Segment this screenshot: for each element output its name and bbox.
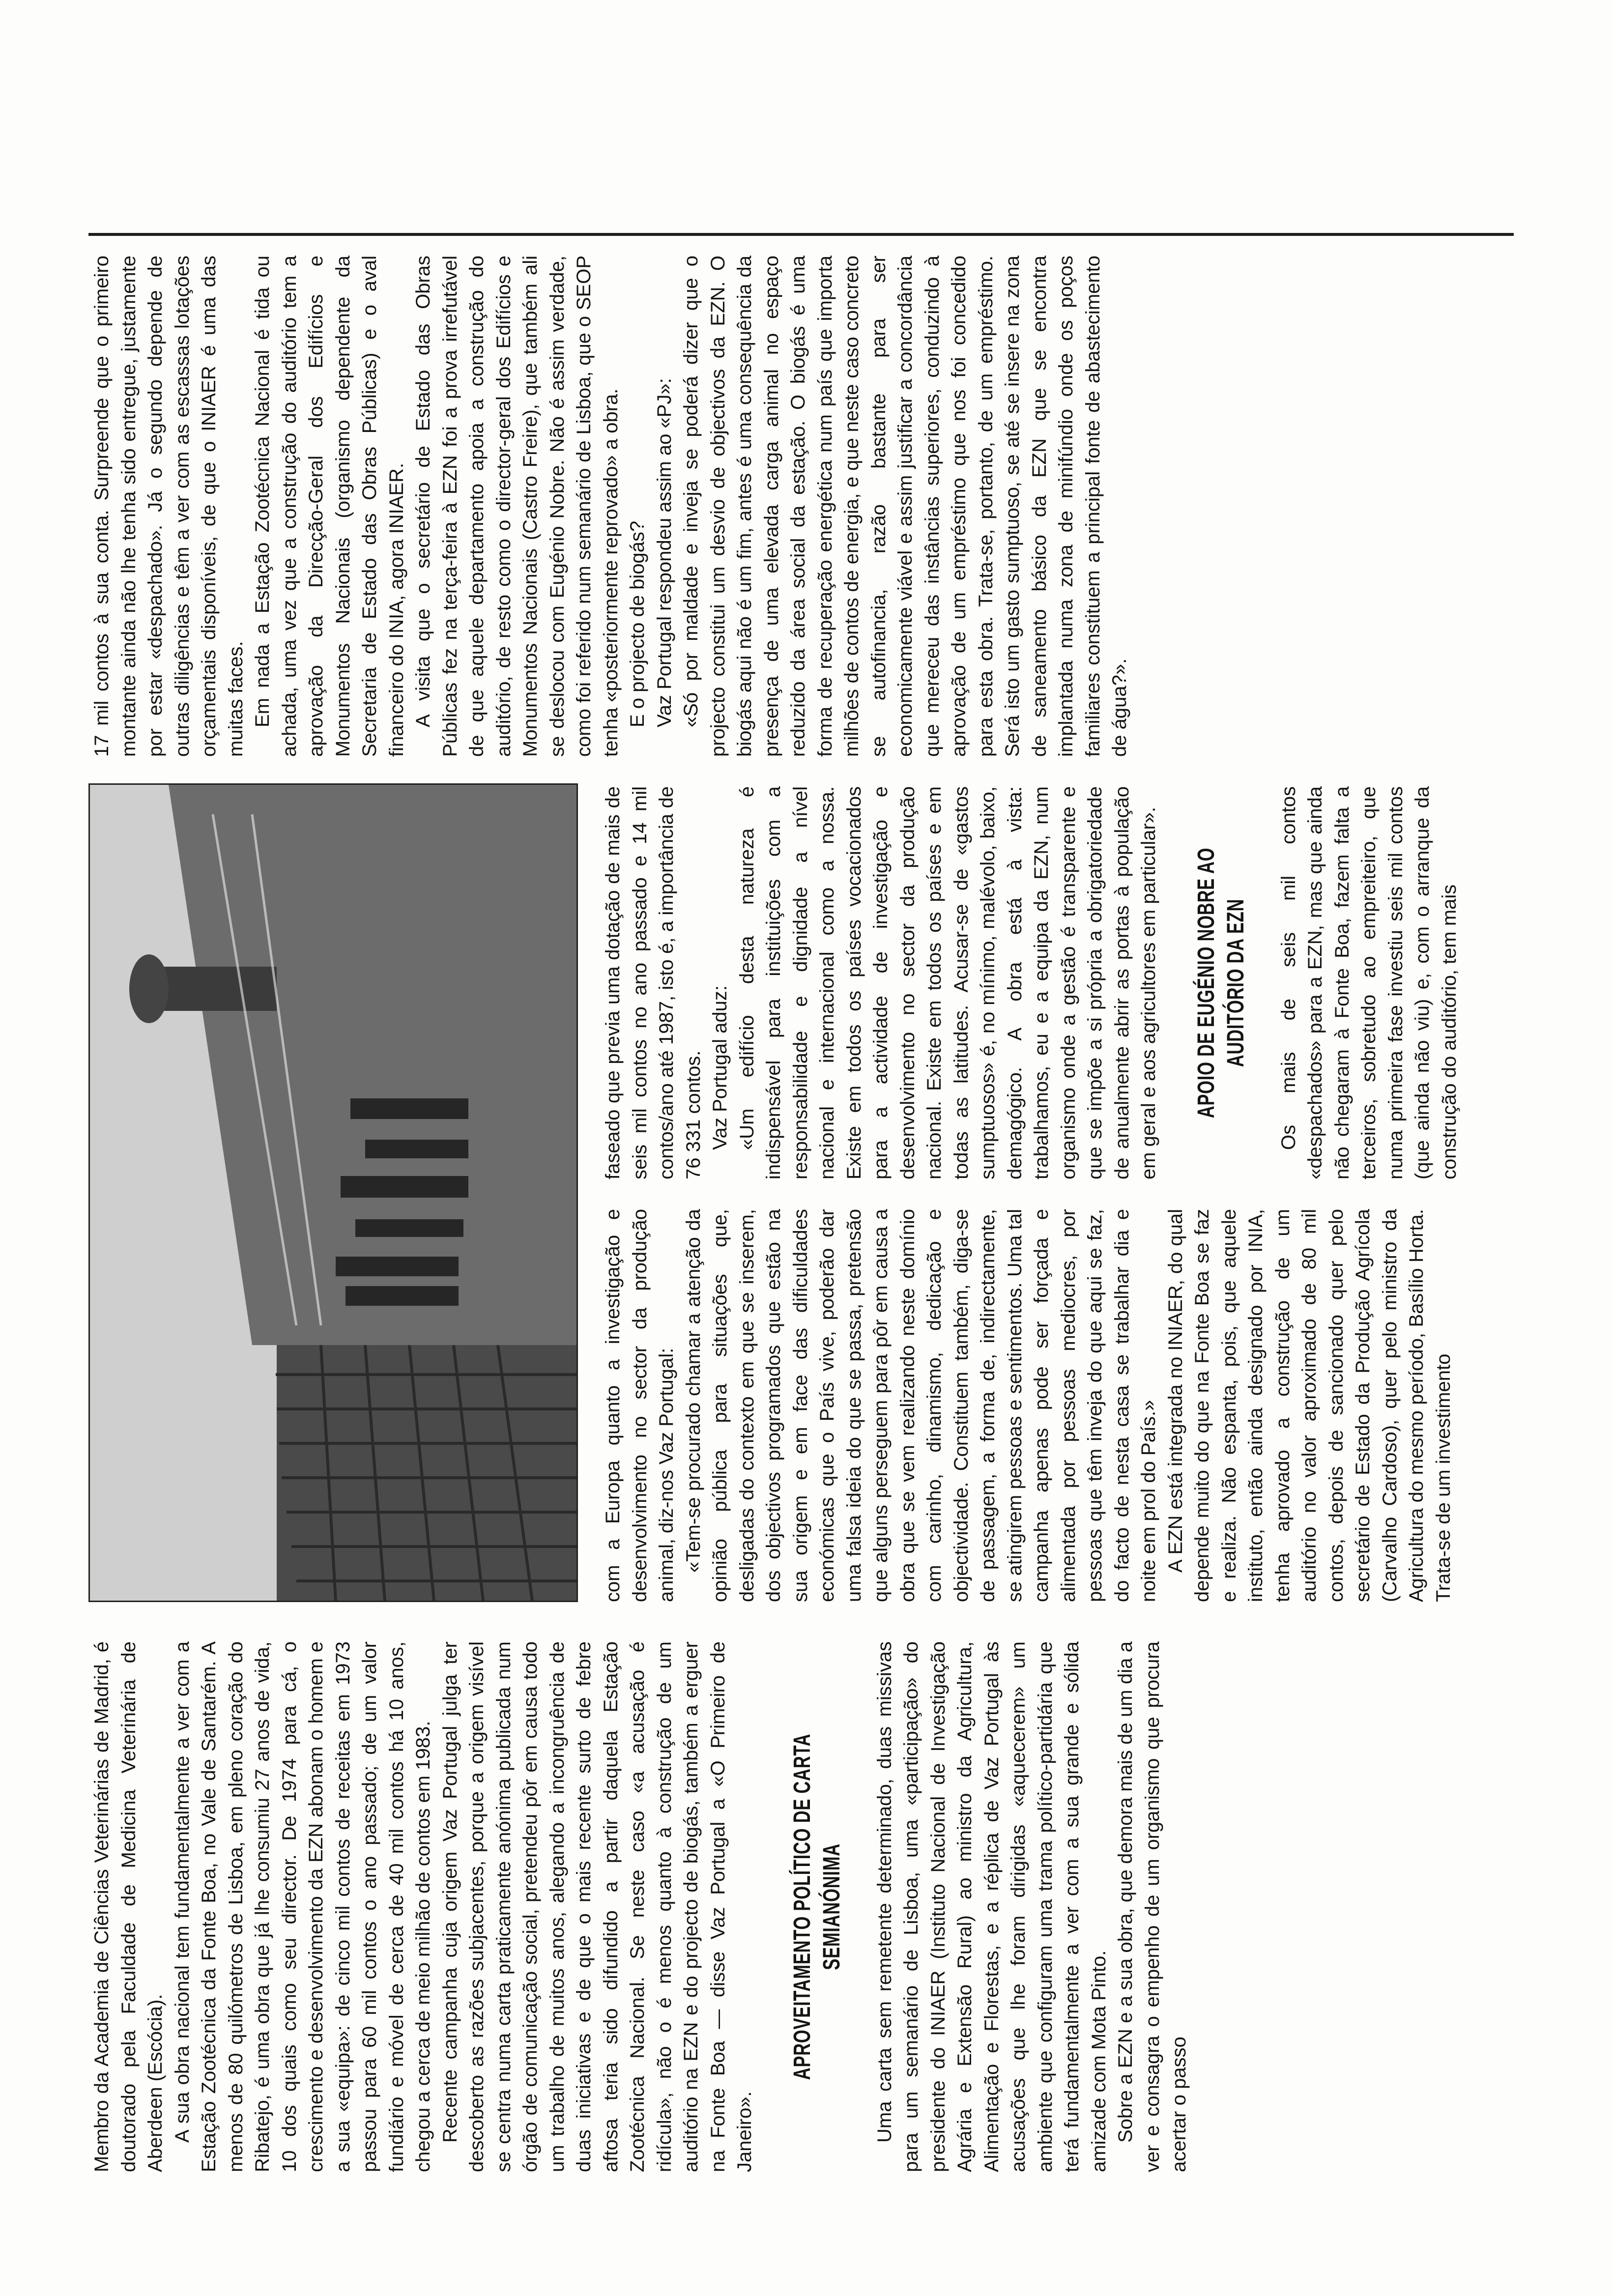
col4-paragraph: Vaz Portugal respondeu assim ao «PJ»: xyxy=(653,378,675,727)
col1-paragraph: Uma carta sem remetente determinado, duas missivas para um semanário de Lisboa, uma «participação» do presidente do INIAER (Instituto Nacional de Investigação Agrária e Extensão Rural) ao ministro da Agricultura, Alimentação e Florestas, e a réplica de Vaz Portugal às acusações que lhe foram dirigidas «aquecerem» um ambiente que configuram uma trama político-partidária que terá fundamentalmente a ver com a sua grande e sólida amizade com Mota Pinto. xyxy=(873,1641,1110,2172)
photo-image xyxy=(90,785,576,1601)
col1-paragraph: Recente campanha cuja origem Vaz Portugal julga ter descoberto as razões subjacentes, porque a origem visível se centra numa carta praticamente anónima publicada num órgão de comunicação social, pretendeu pôr em causa todo um trabalho de muitos anos, alegando a incongruência de duas iniciativas e de que o mais recente surto de febre aftosa teria sido difundido a partir daquela Estação Zootécnica Nacional. Se neste caso «a acusação é ridícula», não o é menos quanto à construção de um auditório na EZN e do projecto de biogás, também a erguer na Fonte Boa — disse Vaz Portugal a «O Primeiro de Janeiro». xyxy=(439,1641,755,2172)
article-column-3 xyxy=(600,786,1463,1179)
col3-paragraph: faseado que previa uma dotação de mais de seis mil contos no ano passado e 14 mil contos/ano até 1987, isto é, a importância de 76 331 contos. xyxy=(602,786,704,1179)
col2-paragraph: A EZN está integrada no INIAER, do qual depende muito do que na Fonte Boa se faz e realiza. Não espanta, pois, que aquele instituto, então ainda designado por INIA, tenha aprovado a construção de um auditório no valor aproximado de 80 mil contos, depois de sancionado quer pelo secretário de Estado da Produção Agrícola (Carvalho Cardoso), quer pelo ministro da Agricultura do mesmo período, Basílio Horta. Trata-se de um investimento xyxy=(1164,1209,1454,1602)
col4-paragraph: «Só por maldade e inveja se poderá dizer que o projecto constitui um desvio de objectivos da EZN. O biogás aqui não é um fim, antes é uma consequência da presença de uma elevada carga animal no espaço reduzido da área social da estação. O biogás é uma forma de recuperação energética num país que importa milhões de contos de energia, e que neste caso concreto se autofinancia, razão bastante para ser economicamente viável e assim justificar a concordância que mereceu das instâncias superiores, conduzindo à aprovação de um empréstimo que nos foi concedido para esta obra. Trata-se, portanto, de um empréstimo. Será isto um gasto sumptuoso, se até se insere na zona de saneamento básico da EZN que se encontra implantada numa zona de minifúndio onde os poços familiares constituem a principal fonte de abastecimento de água?». xyxy=(680,256,1130,757)
col3-paragraph: Vaz Portugal aduz: xyxy=(709,985,731,1150)
article-column-2 xyxy=(600,1209,1457,1602)
col2-paragraph: «Tem-se procurado chamar a atenção da opinião pública para situações que, desligadas do contexto em que se inserem, dos objectivos programados que estão na sua origem e em face das dificuldades económicas que o País vive, poderão dar uma falsa ideia do que se passa, pretensão que alguns perseguem para pôr em causa a obra que se vem realizando neste domínio com carinho, dinamismo, dedicação e objectividade. Constituem também, diga-se de passagem, a forma de, indirectamente, se atingirem pessoas e sentimentos. Uma tal campanha apenas pode ser forçada e alimentada por pessoas mediocres, por pessoas que têm inveja do que aqui se faz, do facto de nesta casa se trabalhar dia e noite em prol do País.» xyxy=(682,1209,1159,1602)
col4-paragraph: A visita que o secretário de Estado das Obras Públicas fez na terça-feira à EZN foi a prova irrefutável de que aquele departamento apoia a construção do auditório, de resto como o director-geral dos Edifícios e Monumentos Nacionais (Castro Freire), que também ali se deslocou com Eugénio Nobre. Não é assim verdade, como foi referido num semanário de Lisboa, que o SEOP tenha «posteriormente reprovado» a obra. xyxy=(412,256,622,757)
rotated-article-sheet xyxy=(88,88,1514,2172)
subhead-aproveitamento: APROVEITAMENTO POLÍTICO DE CARTA SEMIANÓNIMA xyxy=(789,1733,845,2080)
col1-paragraph: A sua obra nacional tem fundamentalmente a ver com a Estação Zootécnica da Fonte Boa, no Vale de Santarém. A menos de 80 quilómetros de Lisboa, em pleno coração do Ribatejo, é uma obra que já lhe consumiu 27 anos de vida, 10 dos quais como seu director. De 1974 para cá, o crescimento e desenvolvimento da EZN abonam o homem e a sua «equipa»: de cinco mil contos de receitas em 1973 passou para 60 mil contos o ano passado; de um valor fundiário e móvel de cerca de 40 mil contos há 10 anos, chegou a cerca de meio milhão de contos em 1983. xyxy=(171,1641,434,2172)
col1-paragraph: Membro da Academia de Ciências Veterinárias de Madrid, é doutorado pela Faculdade de Medicina Veterinária de Aberdeen (Escócia). xyxy=(91,1641,166,2172)
column-rule xyxy=(88,233,1514,236)
col4-paragraph: 17 mil contos à sua conta. Surpreende que o primeiro montante ainda não lhe tenha sido entregue, justamente por estar «despachado». Já o segundo depende de outras diligências e têm a ver com as escassas lotações orçamentais disponíveis, de que o INIAER é uma das muitas faces. xyxy=(91,256,247,757)
article-column-1 xyxy=(88,1641,1193,2172)
col4-paragraph: Em nada a Estação Zootécnica Nacional é tida ou achada, uma vez que a construção do auditório tem a aprovação da Direcção-Geral dos Edifícios e Monumentos Nacionais (organismo dependente da Secretaria de Estado das Obras Públicas) e o aval financeiro do INIA, agora INIAER. xyxy=(252,256,407,757)
subhead-apoio-eugenio-nobre: APOIO DE EUGÉNIO NOBRE AO AUDITÓRIO DA EZN xyxy=(1193,847,1249,1119)
col1-paragraph: Sobre a EZN e a sua obra, que demora mais de um dia a ver e consagra o empenho de um organismo que procura acertar o passo xyxy=(1115,1641,1190,2172)
col3-paragraph: «Um edifício desta natureza é indispensável para instituições com a responsabilidade e dignidade a nível nacional e internacional como a nossa. Existe em todos os países vocacionados para a actividade de investigação e desenvolvimento no sector da produção nacional. Existe em todos os países e em todas as latitudes. Acusar-se de «gastos sumptuosos» é, no mínimo, malévolo, baixo, demagógico. A obra está à vista: trabalhamos, eu e a equipa da EZN, num organismo onde a gestão é transparente e que se impõe a si própria a obrigatoriedade de anualmente abrir as portas à população em geral e aos agricultores em particular». xyxy=(736,786,1159,1179)
article-column-4 xyxy=(88,256,1133,757)
article-photo xyxy=(88,783,578,1602)
col4-paragraph: E o projecto de biogás? xyxy=(627,520,648,727)
col3-paragraph: Os mais de seis mil contos «despachados» para a EZN, mas que ainda não chegaram à Fonte Boa, fazem falta a terceiros, sobretudo ao empreiteiro, que numa primeira fase investiu seis mil contos (que ainda não viu) e, com o arranque da construção do auditório, tem mais xyxy=(1277,786,1460,1179)
col2-paragraph: com a Europa quanto a investigação e desenvolvimento no sector da produção animal, diz-nos Vaz Portugal: xyxy=(602,1209,677,1602)
